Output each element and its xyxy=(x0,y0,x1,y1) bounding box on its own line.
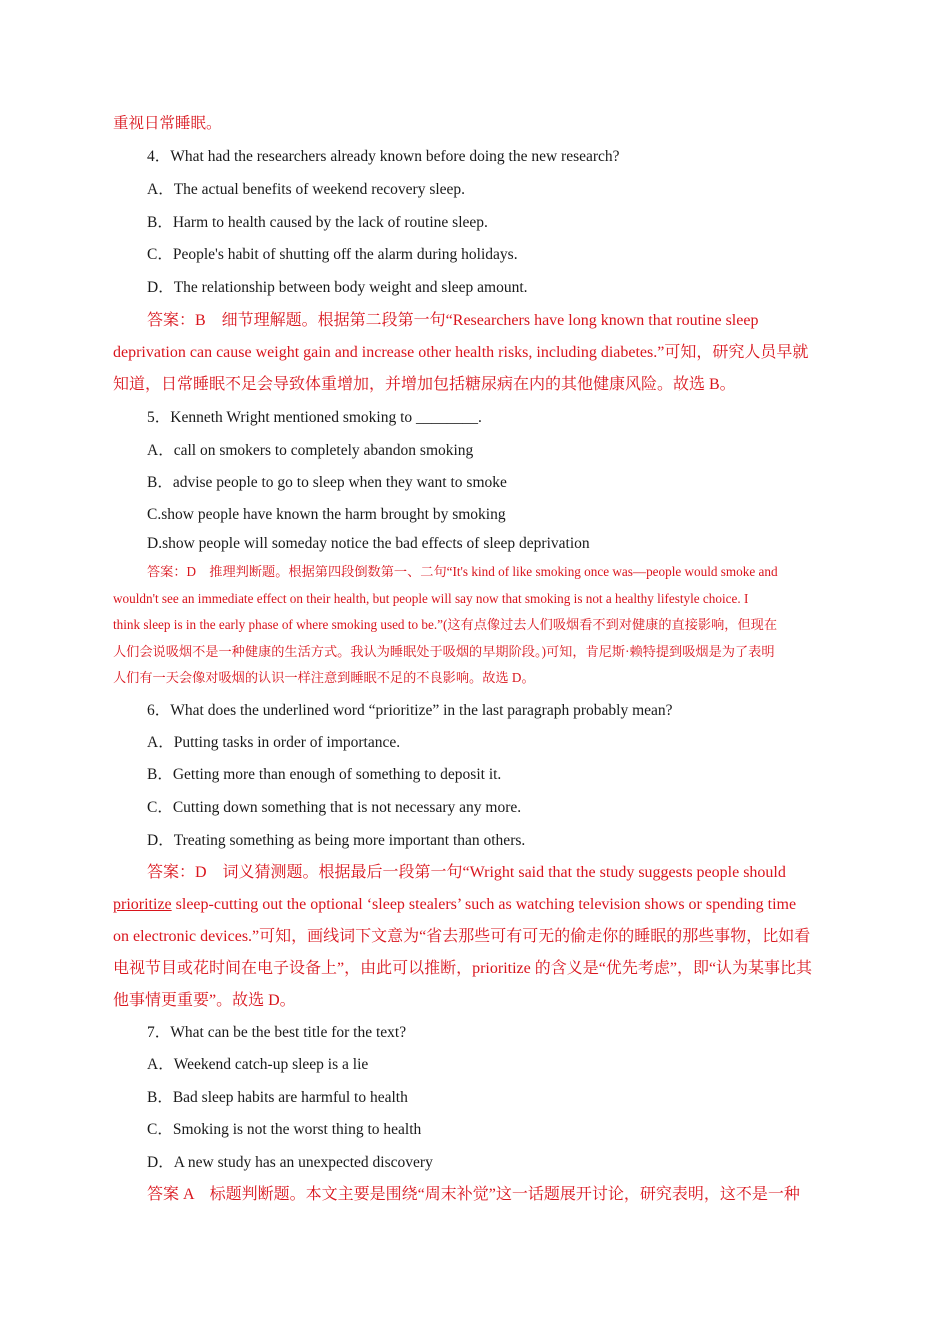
question-7-option-b: B．Bad sleep habits are harmful to health xyxy=(147,1089,408,1106)
answer-line xyxy=(113,889,837,921)
question-4: 4．What had the researchers already known before doing the new research? xyxy=(147,148,620,165)
question-5-answer xyxy=(113,559,837,692)
question-5-option-a: A．call on smokers to completely abandon smoking xyxy=(147,442,474,459)
question-6-option-b: B．Getting more than enough of something to deposit it. xyxy=(147,766,502,783)
answer-line: on electronic devices.”可知，画线词下文意为“省去那些可有可无的偷走你的睡眠的那些事物，比如看 xyxy=(113,928,811,945)
answer-line-rest: sleep-cutting out the optional ‘sleep stealers’ such as watching television shows or spending time xyxy=(171,896,797,913)
answer-line: 答案：D 词义猜测题。根据最后一段第一句“Wright said that the study suggests people should xyxy=(147,864,786,881)
question-6-option-c: C．Cutting down something that is not necessary any more. xyxy=(147,799,522,816)
question-7-option-d: D．A new study has an unexpected discovery xyxy=(147,1154,433,1171)
answer-line: 答案 A 标题判断题。本文主要是围绕“周末补觉”这一话题展开讨论，研究表明，这不是一种 xyxy=(147,1186,800,1203)
question-6: 6．What does the underlined word “prioritize” in the last paragraph probably mean? xyxy=(147,702,673,719)
question-7-option-c: C．Smoking is not the worst thing to health xyxy=(147,1121,422,1138)
question-6-answer xyxy=(113,857,837,1017)
answer-line: 人们有一天会像对吸烟的认识一样注意到睡眠不足的不良影响。故选 D。 xyxy=(113,670,535,685)
question-7-answer xyxy=(113,1179,837,1211)
question-7: 7．What can be the best title for the text? xyxy=(147,1024,407,1041)
question-7-option-a: A．Weekend catch-up sleep is a lie xyxy=(147,1056,369,1073)
question-5-option-c: C.show people have known the harm brought by smoking xyxy=(147,506,506,523)
answer-line: wouldn't see an immediate effect on their health, but people will say now that smoking is not a healthy lifestyle choice. I xyxy=(113,590,749,606)
answer-line: deprivation can cause weight gain and increase other health risks, including diabetes.”可知，研究人员早就 xyxy=(113,344,809,361)
question-4-option-c: C．People's habit of shutting off the alarm during holidays. xyxy=(147,246,518,263)
question-4-option-a: A．The actual benefits of weekend recovery sleep. xyxy=(147,181,466,198)
answer-line: 人们会说吸烟不是一种健康的生活方式。我认为睡眠处于吸烟的早期阶段。)可知，肯尼斯·赖特提到吸烟是为了表明 xyxy=(113,643,775,659)
answer-line: 答案：D 推理判断题。根据第四段倒数第一、二句“It's kind of like smoking once was—people would smoke and xyxy=(147,564,778,579)
answer-line: 他事情更重要”。故选 D。 xyxy=(113,992,296,1009)
question-6-option-a: A．Putting tasks in order of importance. xyxy=(147,734,401,751)
question-5-option-d: D.show people will someday notice the bad effects of sleep deprivation xyxy=(147,535,590,552)
answer-line: think sleep is in the early phase of where smoking used to be.”(这有点像过去人们吸烟看不到对健康的直接影响，但现在 xyxy=(113,617,778,632)
question-5-option-b: B．advise people to go to sleep when they want to smoke xyxy=(147,474,507,491)
answer-continuation: 重视日常睡眠。 xyxy=(113,115,222,132)
answer-line: 电视节目或花时间在电子设备上”，由此可以推断，prioritize 的含义是“优先考虑”，即“认为某事比其 xyxy=(113,960,813,977)
question-5: 5．Kenneth Wright mentioned smoking to ________. xyxy=(147,409,482,426)
underlined-word: prioritize xyxy=(113,896,172,913)
answer-line: 知道，日常睡眠不足会导致体重增加，并增加包括糖尿病在内的其他健康风险。故选 B。 xyxy=(113,376,736,393)
question-4-option-d: D．The relationship between body weight and sleep amount. xyxy=(147,279,528,296)
answer-line: 答案：B 细节理解题。根据第二段第一句“Researchers have long known that routine sleep xyxy=(147,312,759,329)
question-4-answer xyxy=(113,305,837,401)
question-4-option-b: B．Harm to health caused by the lack of routine sleep. xyxy=(147,214,488,231)
question-6-option-d: D．Treating something as being more important than others. xyxy=(147,832,526,849)
